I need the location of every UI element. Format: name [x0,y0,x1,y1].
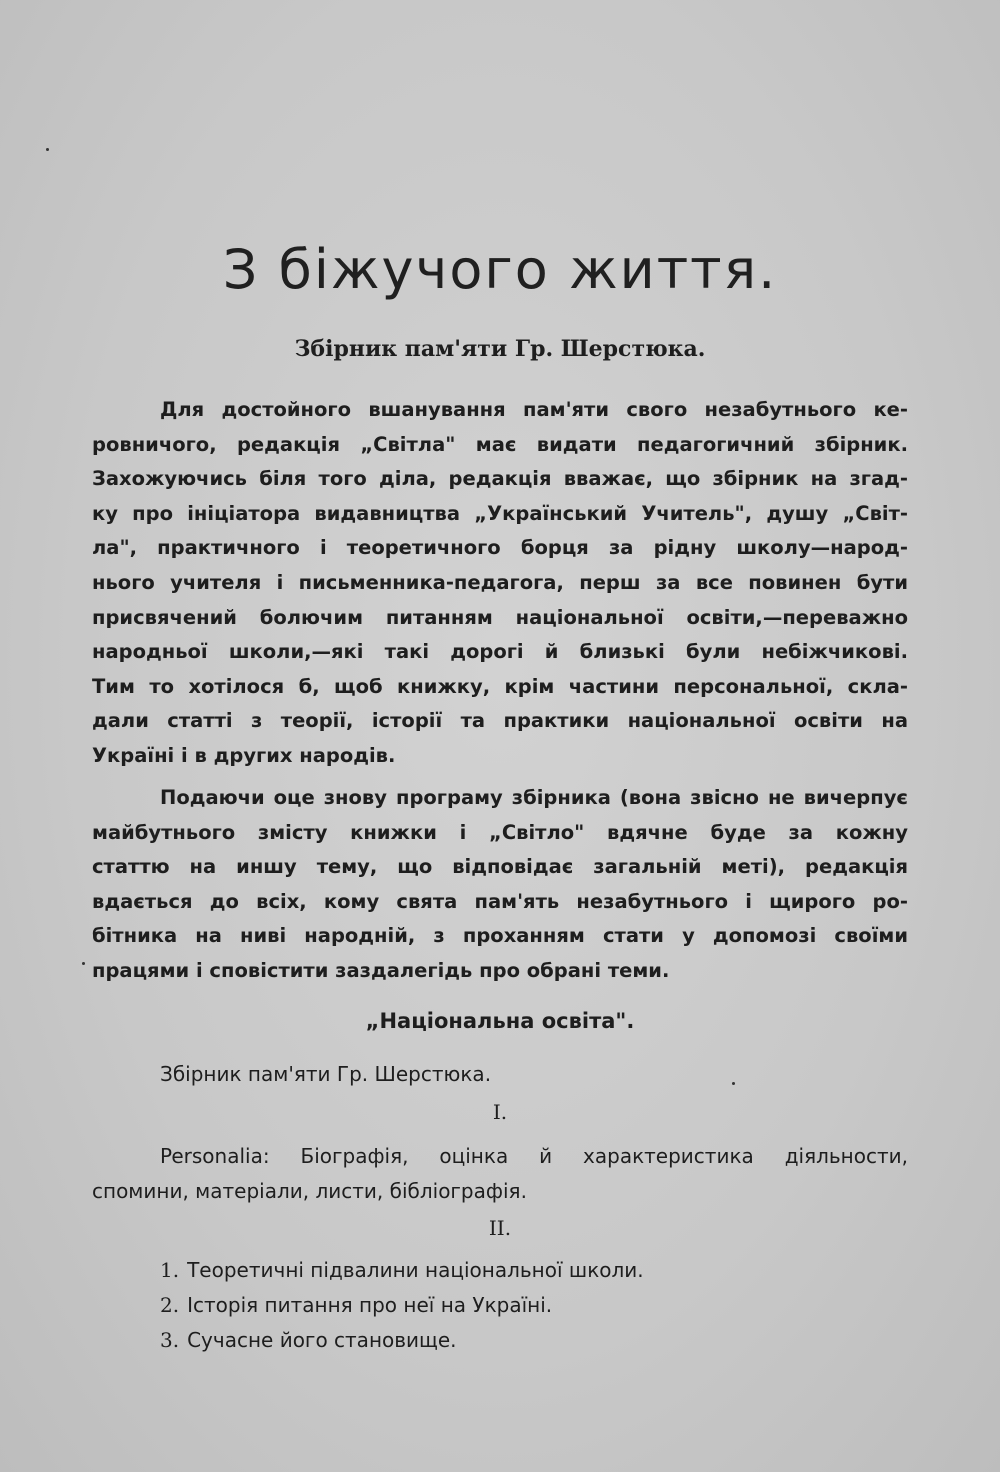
paragraph-1-line: присвячений болючим питанням національної освіти,—переважно [92,605,908,629]
paper-speck [82,962,85,965]
paragraph-1 [92,393,908,774]
page-subtitle: Збірник пам'яти Гр. Шерстюка. [294,336,706,362]
part-1-numeral: I. [492,1100,508,1124]
paragraph-1-line: Україні і в других народів. [92,743,396,767]
paragraph-1-line: народньої школи,—які такі дорогі й близькі були небіжчикові. [92,640,908,664]
list-item [160,1328,457,1352]
paragraph-1-line: ла", практичного і теоретичного борця за рідну школу—народ- [92,536,908,560]
paragraph-2-line: бітника на ниві народній, з проханням стати у допомозі своїми [92,924,908,948]
section-subtitle: Збірник пам'яти Гр. Шерстюка. [160,1062,492,1086]
part-1-line: спомини, матеріали, листи, бібліографія. [92,1178,527,1203]
part-1-line: Personalia: Біографія, оцінка й характеристика діяльности, [160,1144,908,1168]
part-2-numeral: II. [488,1216,512,1240]
paragraph-1-line: Тим то хотілося б, щоб книжку, крім частини персональної, скла- [92,674,908,698]
list-item-number: 2. [160,1293,180,1317]
list-item-number: 1. [160,1258,180,1282]
paragraph-2-line: статтю на иншу тему, що відповідає загальній меті), редакція [92,855,908,879]
paragraph-1-line: ку про ініціатора видавництва „Український Учитель", душу „Світ- [92,501,908,525]
list-item-text: Теоретичні підвалини національної школи. [187,1258,644,1282]
paragraph-2-line: працями і сповістити заздалегідь про обрані теми. [92,958,670,982]
paragraph-1-line: Для достойного вшанування пам'яти свого незабутнього ке- [160,398,908,421]
paragraph-1-line: нього учителя і письменника-педагога, перш за все повинен бути [92,570,908,594]
paragraph-1-line: ровничого, редакція „Світла" має видати педагогичний збірник. [92,432,908,456]
paper-speck [46,148,49,151]
list-item [160,1258,644,1282]
page-title: З біжучого життя. [222,238,778,301]
list-item-text: Сучасне його становище. [187,1328,457,1352]
list-item-text: Історія питання про неї на Україні. [187,1293,553,1317]
paragraph-1-line: Захожуючись біля того діла, редакція вважає, що збірник на згад- [92,467,908,491]
list-item [160,1293,552,1317]
paragraph-2-line: майбутнього змісту книжки і „Світло" вдячне буде за кожну [92,820,908,844]
paragraph-2 [92,781,908,989]
paragraph-1-line: дали статті з теорії, історії та практики національної освіти на [92,709,908,733]
paragraph-2-line: вдається до всіх, кому свята пам'ять незабутнього і щирого ро- [92,889,908,913]
paragraph-2-line: Подаючи оце знову програму збірника (вона звісно не вичерпує [160,786,908,809]
part-1-text [92,1139,908,1208]
paper-speck [732,1082,735,1085]
section-title: „Національна освіта". [365,1009,635,1033]
list-item-number: 3. [160,1328,180,1352]
